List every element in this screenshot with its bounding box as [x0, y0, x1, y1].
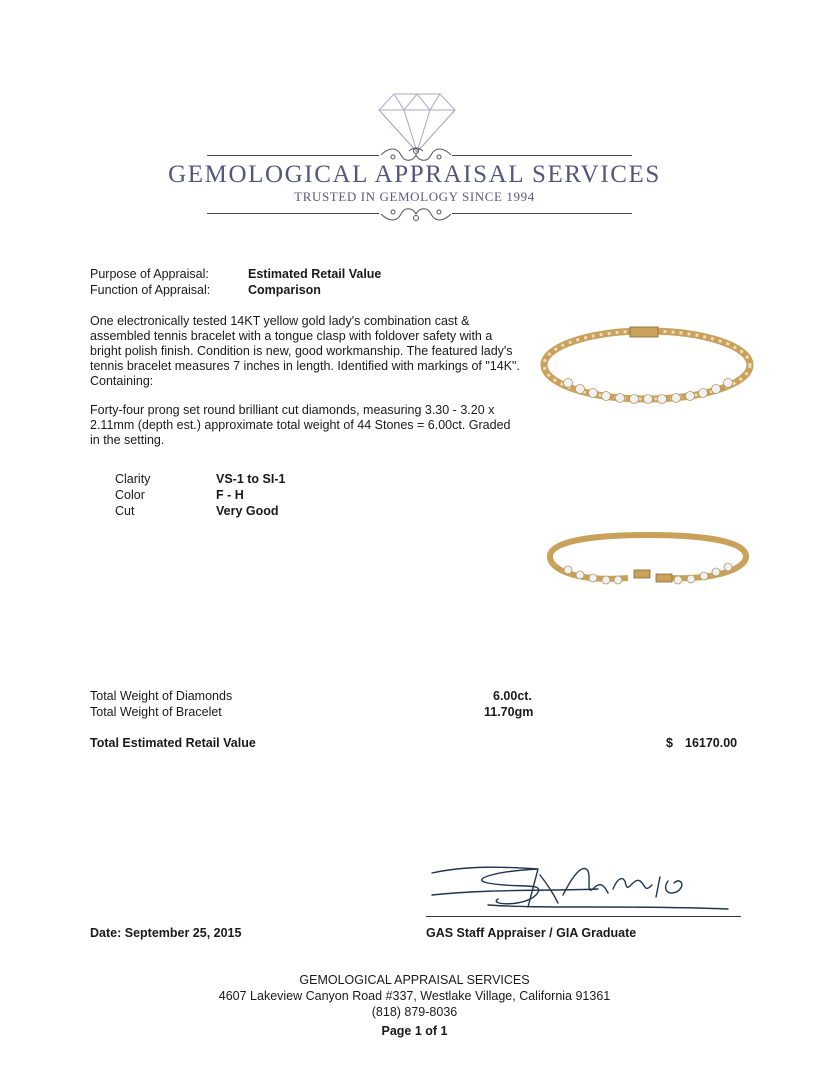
bracelet-closed-photo — [538, 315, 756, 415]
total-diamond-weight-value: 6.00ct. — [493, 689, 532, 703]
bottom-flourish-icon — [379, 204, 453, 224]
total-bracelet-weight-value: 11.70gm — [484, 705, 534, 719]
company-title: GEMOLOGICAL APPRAISAL SERVICES — [168, 161, 661, 188]
footer-address: 4607 Lakeview Canyon Road #337, Westlake Village, California 91361 — [218, 989, 611, 1003]
item-description — [90, 314, 520, 462]
appraiser-title: GAS Staff Appraiser / GIA Graduate — [426, 926, 637, 940]
appraisal-date: Date: September 25, 2015 — [90, 926, 242, 940]
cut-label: Cut — [115, 504, 135, 518]
header-top-rule — [452, 155, 632, 156]
footer-phone: (818) 879-8036 — [371, 1005, 458, 1019]
clarity-value: VS-1 to SI-1 — [216, 472, 286, 486]
clarity-label: Clarity — [115, 472, 151, 486]
color-label: Color — [115, 488, 145, 502]
function-value: Comparison — [248, 283, 321, 297]
total-diamond-weight-label: Total Weight of Diamonds — [90, 689, 233, 703]
retail-currency-symbol: $ — [666, 736, 673, 750]
color-value: F - H — [216, 488, 244, 502]
company-tagline: TRUSTED IN GEMOLOGY SINCE 1994 — [294, 189, 535, 204]
total-bracelet-weight-label: Total Weight of Bracelet — [90, 705, 222, 719]
total-retail-value-label: Total Estimated Retail Value — [90, 736, 256, 750]
footer-company-name: GEMOLOGICAL APPRAISAL SERVICES — [299, 973, 530, 987]
signature-line — [426, 916, 741, 917]
header-top-rule — [207, 155, 379, 156]
cut-value: Very Good — [216, 504, 279, 518]
header-bottom-rule — [452, 213, 632, 214]
function-label: Function of Appraisal: — [90, 283, 211, 297]
description-paragraph: One electronically tested 14KT yellow gold lady's combination cast & assembled tennis bracelet with a tongue clasp with foldover safety with a bright polish finish. Condition is new, good workmanship. The featured lady's tennis bracelet measures 7 inches in length. Identified with markings of "14K". Containing: — [90, 314, 520, 388]
page-number: Page 1 of 1 — [381, 1024, 448, 1038]
bracelet-open-photo — [538, 530, 756, 605]
header-bottom-rule — [207, 213, 379, 214]
description-paragraph: Forty-four prong set round brilliant cut diamonds, measuring 3.30 - 3.20 x 2.11mm (depth est.) approximate total weight of 44 Stones = 6.00ct. Graded in the setting. — [90, 403, 511, 447]
purpose-value: Estimated Retail Value — [248, 267, 382, 281]
appraiser-signature — [428, 855, 740, 917]
total-retail-value: 16170.00 — [685, 736, 738, 750]
purpose-label: Purpose of Appraisal: — [90, 267, 209, 281]
